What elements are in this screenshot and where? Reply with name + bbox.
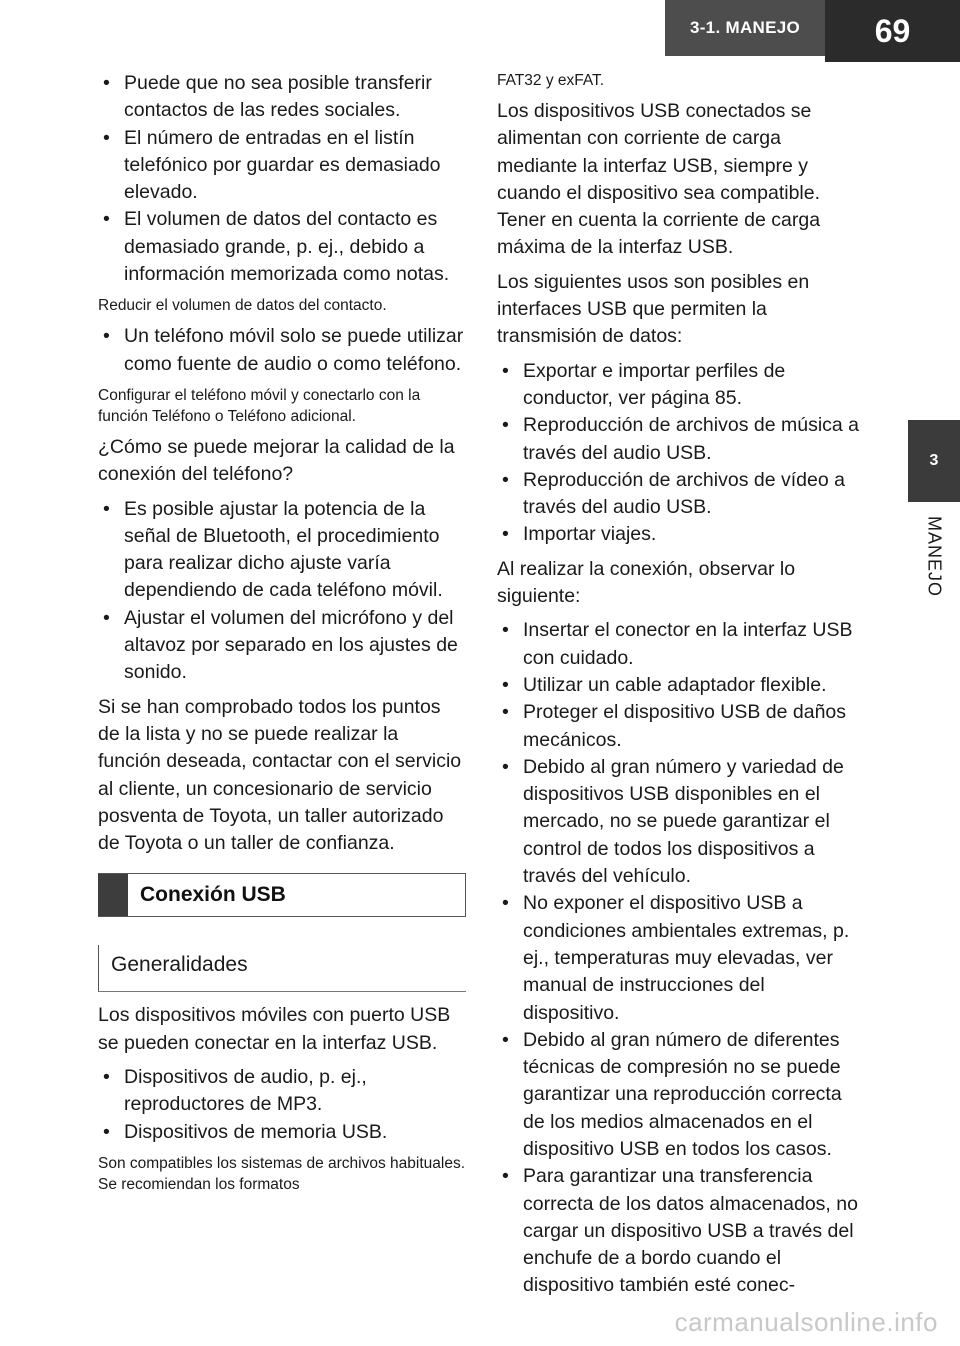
page-number: 69	[825, 0, 960, 62]
right-column	[497, 70, 862, 1307]
question-text: ¿Cómo se puede mejorar la calidad de la conexión del teléfono?	[98, 435, 455, 486]
subheading-title: Generalidades	[111, 953, 248, 977]
list-item: • No exponer el dispositivo USB a condiciones ambientales extremas, p. ej., temperaturas muy elevadas, ver manual de instrucciones del dispositivo.	[497, 890, 862, 1026]
note-text: Configurar el teléfono móvil y conectarlo con la función Teléfono o Teléfono adicional.	[98, 386, 421, 425]
chapter-tab-number: 3	[908, 420, 960, 502]
section-heading	[98, 873, 466, 917]
bullet-list	[98, 1064, 466, 1146]
chapter-tab-text: MANEJO	[924, 516, 945, 598]
section-heading-title: Conexión USB	[140, 883, 286, 907]
left-column	[98, 70, 466, 1202]
bullet-list	[497, 617, 862, 1299]
note-text: Son compatibles los sistemas de archivos habituales. Se recomiendan los formatos	[98, 1154, 466, 1193]
section-header: 3-1. MANEJO	[665, 0, 825, 56]
chapter-tab-label	[908, 502, 960, 622]
list-item: • El volumen de datos del contacto es demasiado grande, p. ej., debido a información memorizada como notas.	[98, 206, 466, 288]
page-header	[0, 0, 960, 62]
paragraph: Los dispositivos móviles con puerto USB se pueden conectar en la interfaz USB.	[98, 1004, 451, 1054]
paragraph: Si se han comprobado todos los puntos de la lista y no se puede realizar la función deseada, contactar con el servicio al cliente, un concesionario de servicio posventa de Toyota, un taller autorizado de Toyota o un taller de confianza.	[98, 695, 462, 855]
list-item: • Importar viajes.	[497, 521, 862, 548]
list-item: • Reproducción de archivos de vídeo a través del audio USB.	[497, 467, 862, 522]
list-item: • Es posible ajustar la potencia de la señal de Bluetooth, el procedimiento para realizar dicho ajuste varía dependiendo de cada teléfono móvil.	[98, 496, 466, 605]
list-item: • Debido al gran número y variedad de dispositivos USB disponibles en el mercado, no se puede garantizar el control de todos los dispositivos a través del vehículo.	[497, 754, 862, 890]
list-item: • El número de entradas en el listín telefónico por guardar es demasiado elevado.	[98, 125, 466, 207]
list-item: • Insertar el conector en la interfaz USB con cuidado.	[497, 617, 862, 672]
list-item: • Proteger el dispositivo USB de daños mecánicos.	[497, 699, 862, 754]
note-text: FAT32 y exFAT.	[497, 72, 605, 89]
bullet-list	[497, 358, 862, 549]
note-text: Reducir el volumen de datos del contacto.	[98, 297, 387, 315]
list-item: • Exportar e importar perfiles de conductor, ver página 85.	[497, 358, 862, 413]
bullet-list	[98, 323, 466, 378]
list-item: • Reproducción de archivos de música a través del audio USB.	[497, 412, 862, 467]
watermark: carmanualsonline.info	[674, 1307, 938, 1337]
list-item: • Para garantizar una transferencia correcta de los datos almacenados, no cargar un dispositivo USB a través del enchufe de a bordo cuando el dispositivo también esté conec-	[497, 1163, 862, 1299]
list-item: • Un teléfono móvil solo se puede utilizar como fuente de audio o como teléfono.	[98, 323, 466, 378]
list-item: • Debido al gran número de diferentes técnicas de compresión no se puede garantizar una reproducción correcta de los medios almacenados en el dispositivo USB en todos los casos.	[497, 1027, 862, 1163]
list-item: • Puede que no sea posible transferir contactos de las redes sociales.	[98, 70, 466, 125]
list-item: • Dispositivos de memoria USB.	[98, 1119, 466, 1146]
section-heading-bar	[98, 874, 128, 916]
paragraph: Los siguientes usos son posibles en interfaces USB que permiten la transmisión de datos:	[497, 270, 810, 348]
paragraph: Al realizar la conexión, observar lo siguiente:	[497, 557, 796, 608]
bullet-list	[98, 496, 466, 687]
bullet-list	[98, 70, 466, 288]
subheading	[98, 945, 466, 992]
list-item: • Utilizar un cable adaptador flexible.	[497, 672, 862, 699]
list-item: • Ajustar el volumen del micrófono y del altavoz por separado en los ajustes de sonido.	[98, 605, 466, 687]
paragraph: Los dispositivos USB conectados se alimentan con corriente de carga mediante la interfaz USB, siempre y cuando el dispositivo sea compatible. Tener en cuenta la corriente de carga máxima de la interfaz USB.	[497, 100, 821, 259]
list-item: • Dispositivos de audio, p. ej., reproductores de MP3.	[98, 1064, 466, 1119]
